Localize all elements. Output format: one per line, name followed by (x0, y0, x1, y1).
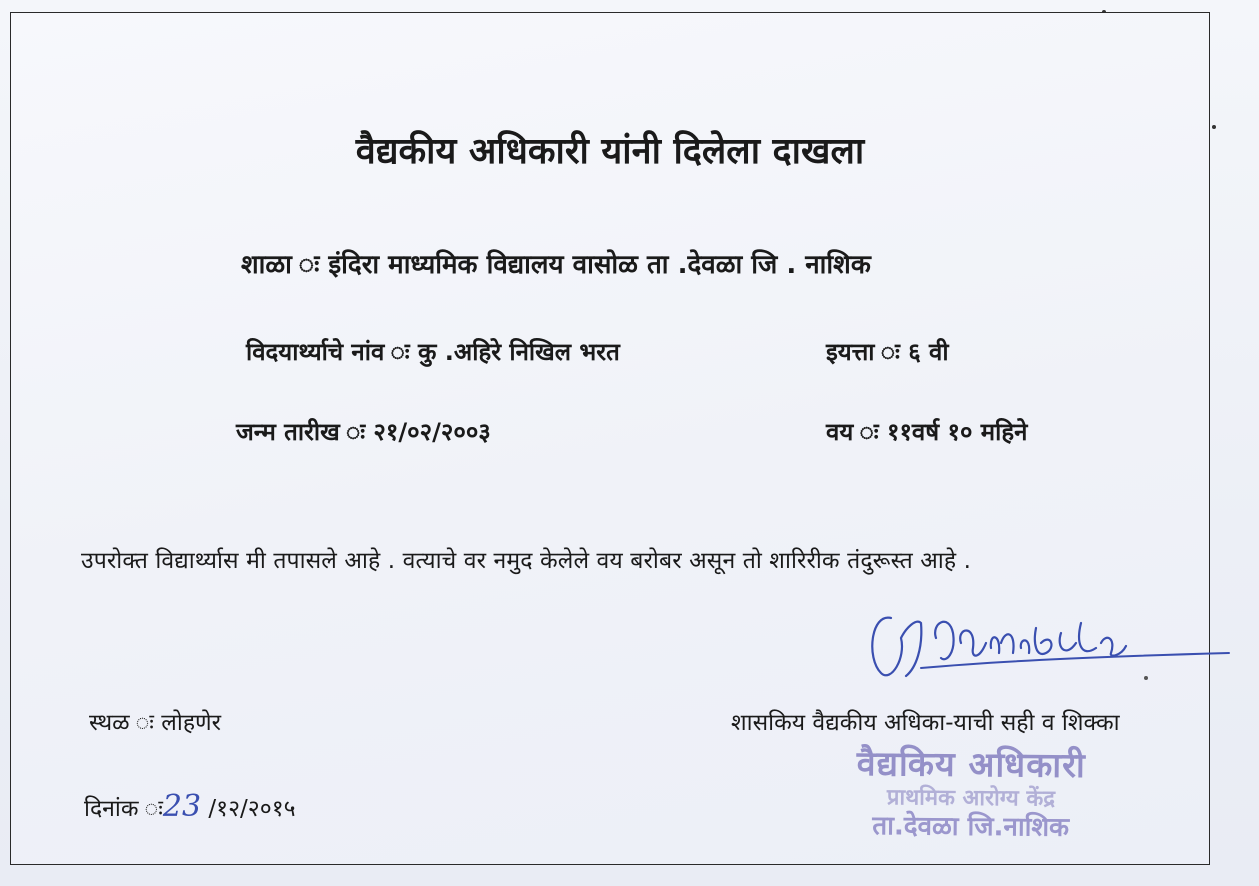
certificate-page (10, 12, 1210, 865)
stamp-line-1: वैद्यकिय अधिकारी (856, 744, 1086, 787)
scan-speck (1212, 125, 1216, 129)
place-line: स्थळ ः लोहणेर (89, 710, 222, 736)
date-label: दिनांक ः (84, 796, 163, 822)
standard-line: इयत्ता ः ६ वी (826, 338, 949, 366)
handwritten-day: 23 (162, 789, 202, 824)
date-line (84, 789, 296, 824)
date-rest: /१२/२०१५ (201, 796, 296, 822)
age-line: वय ः ११वर्ष १० महिने (826, 418, 1028, 446)
official-stamp (831, 744, 1112, 845)
certificate-title: वैद्यकीय अधिकारी यांनी दिलेला दाखला (355, 131, 865, 172)
school-line: शाळा ः इंदिरा माध्यमिक विद्यालय वासोळ ता .देवळा जि . नाशिक (241, 250, 871, 280)
student-name-line: विदयार्थ्याचे नांव ः कु .अहिरे निखिल भरत (246, 338, 620, 366)
stamp-line-3: ता.देवळा जि.नाशिक (872, 811, 1070, 844)
birth-date-line: जन्म तारीख ः २१/०२/२००३ (236, 418, 491, 446)
stamp-line-2: प्राथमिक आरोग्य केंद्र (886, 785, 1056, 812)
officer-signature (861, 598, 1241, 698)
fitness-statement: उपरोक्त विद्यार्थ्यास मी तपासले आहे . वत्याचे वर नमुद केलेले वय बरोबर असून तो शारिरीक तंदुरूस्त आहे . (81, 548, 972, 574)
signature-label: शासकिय वैद्यकीय अधिका-याची सही व शिक्का (731, 710, 1120, 736)
